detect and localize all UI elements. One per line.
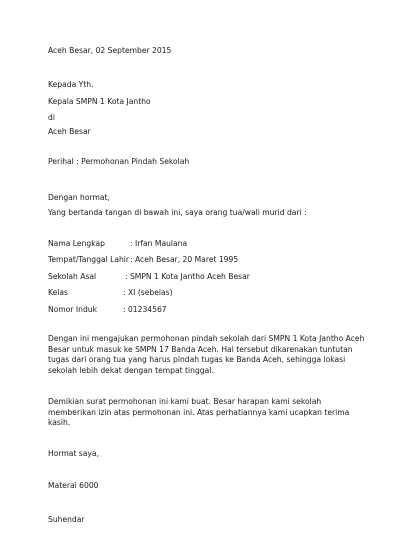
stamp-label: Materai 6000	[48, 481, 99, 490]
subject-line: Perihal : Permohonan Pindah Sekolah	[48, 157, 190, 166]
signer-name: Suhendar	[48, 515, 85, 524]
field-row-class	[48, 288, 173, 298]
field-label: Nomor Induk	[48, 305, 97, 314]
field-row-school	[48, 272, 250, 282]
body-line: kasih.	[48, 418, 71, 428]
field-row-name	[48, 239, 187, 249]
body-line: tugas dari orang tua yang harus pindah tugas ke Banda Aceh, sehingga lokasi	[48, 355, 346, 365]
recipient-title: Kepala SMPN 1 Kota Jantho	[48, 97, 151, 106]
body-line: sekolah lebih dekat dengan tempat tinggal.	[48, 365, 214, 375]
field-value: : 01234567	[123, 305, 167, 314]
closing: Hormat saya,	[48, 449, 99, 458]
greeting: Dengan hormat,	[48, 193, 110, 202]
field-label: Tempat/Tanggal Lahir	[48, 255, 130, 264]
field-value: : XI (sebelas)	[123, 288, 173, 297]
body-paragraph-2	[48, 397, 353, 429]
field-value: : Aceh Besar, 20 Maret 1995	[130, 255, 239, 264]
body-line: memberikan izin atas permohonan ini. Atas perhatiannya kami ucapkan terima	[48, 407, 350, 417]
field-label: Kelas	[48, 288, 68, 297]
intro-line: Yang bertanda tangan di bawah ini, saya orang tua/wali murid dari :	[48, 208, 307, 217]
body-line: Besar untuk masuk ke SMPN 17 Banda Aceh. Hal tersebut dikarenakan tuntutan	[48, 344, 353, 354]
field-value: : Irfan Maulana	[130, 239, 188, 248]
field-value: : SMPN 1 Kota Jantho Aceh Besar	[125, 272, 250, 281]
place-date: Aceh Besar, 02 September 2015	[48, 46, 172, 55]
field-row-birth	[48, 255, 238, 265]
to-header: Kepada Yth.	[48, 80, 94, 89]
body-line: Demikian surat permohonan ini kami buat. Besar harapan kami sekolah	[48, 397, 322, 406]
field-row-number	[48, 305, 167, 315]
recipient-at: di	[48, 113, 55, 122]
recipient-place: Aceh Besar	[48, 127, 91, 136]
field-label: Nama Lengkap	[48, 239, 105, 248]
body-line: Dengan ini mengajukan permohonan pindah sekolah dari SMPN 1 Kota Jantho Aceh	[48, 334, 365, 343]
body-paragraph-1	[48, 334, 365, 376]
field-label: Sekolah Asal	[48, 272, 97, 281]
